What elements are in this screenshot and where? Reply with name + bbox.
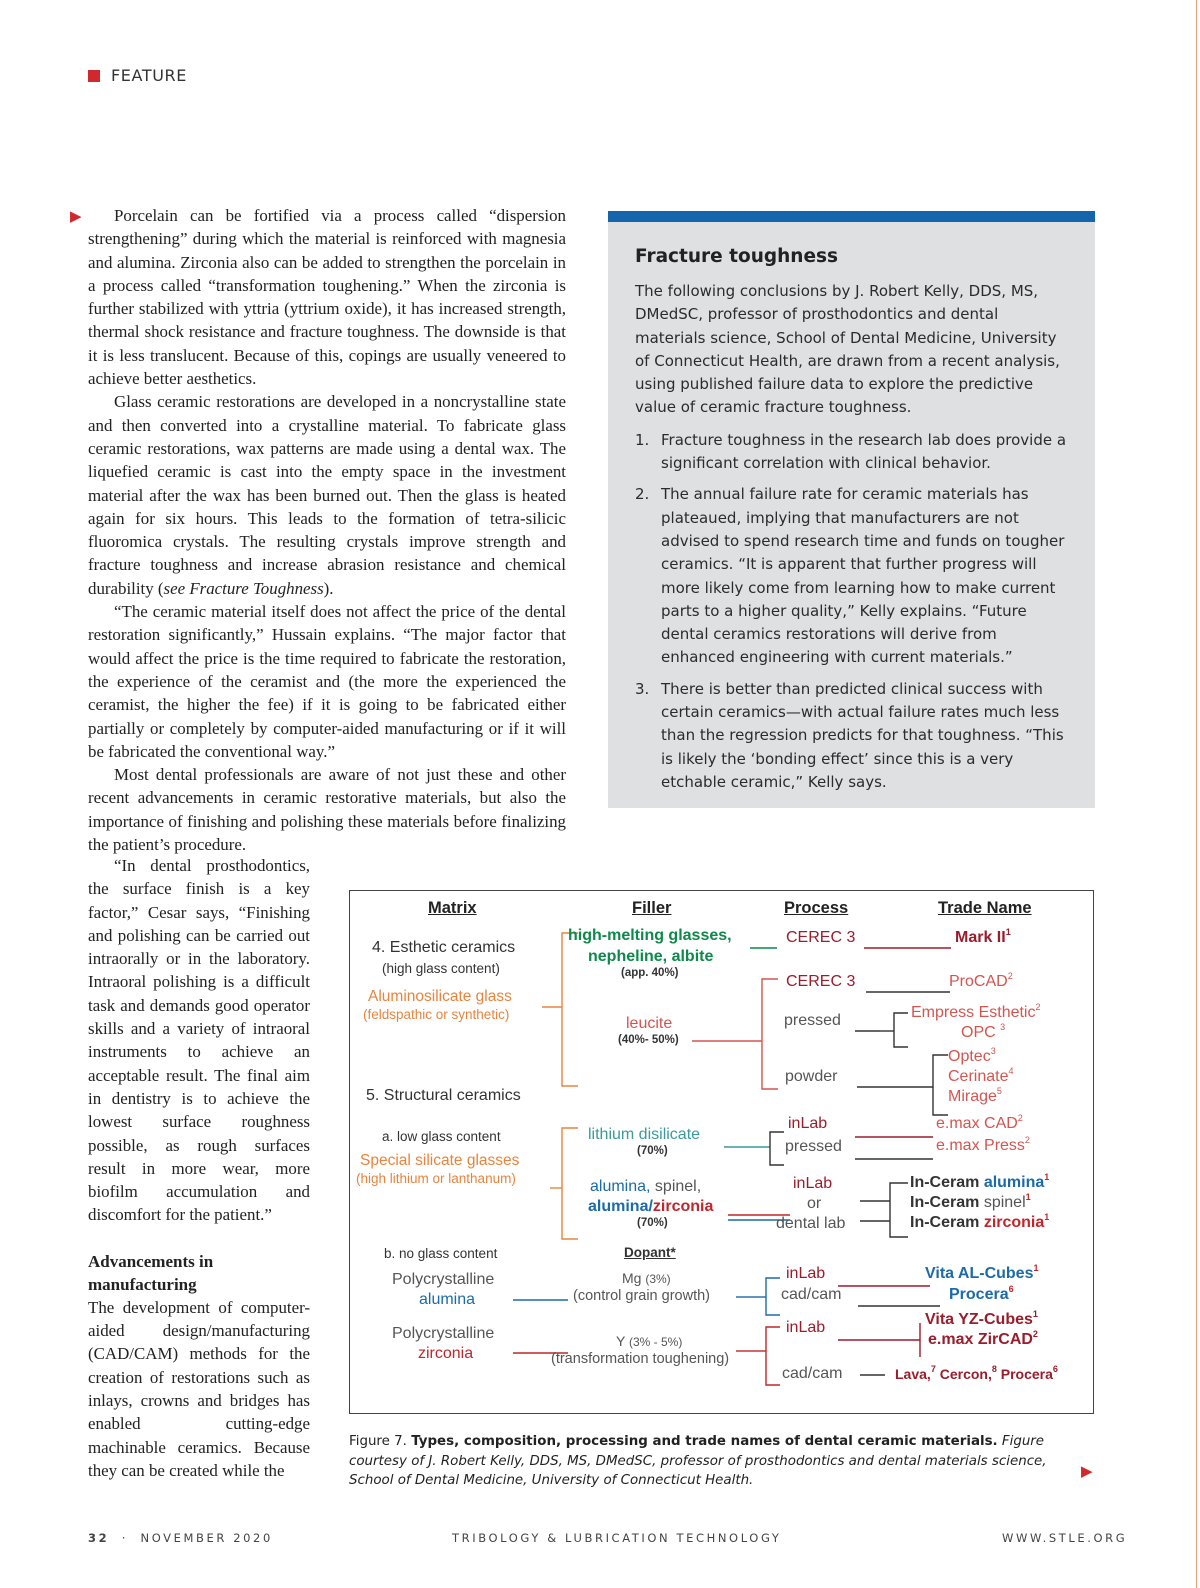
structural-ceramics-label: 5. Structural ceramics — [366, 1087, 521, 1104]
article-body-column — [88, 204, 566, 856]
esthetic-ceramics-label: 4. Esthetic ceramics — [372, 939, 516, 956]
process-cerec-2: CEREC 3 — [786, 973, 856, 990]
filler-alz-percent: (70%) — [637, 1217, 668, 1229]
dopant-mg: Mg (3%) — [622, 1270, 671, 1286]
trade-inceram-spinel: In-Ceram spinel$^1$ — [910, 1192, 1031, 1211]
filler-hm-percent: (app. 40%) — [621, 967, 679, 979]
journal-name: TRIBOLOGY & LUBRICATION TECHNOLOGY — [452, 1531, 782, 1545]
filler-lithium-disilicate: lithium disilicate — [588, 1126, 701, 1143]
dopant-y: Y (3% - 5%) — [616, 1333, 683, 1349]
sidebar-title: Fracture toughness — [635, 246, 839, 267]
sidebar-list-item: 3. There is better than predicted clinical success with certain ceramics—with actual failure rates much less than the regression predicts for that toughness. “This is likely the ‘bonding effect’ since this is a very etchable ceramic,” Kelly says. — [635, 679, 1064, 791]
process-cadcam-2: cad/cam — [782, 1365, 843, 1382]
body-paragraph: Porcelain can be fortified via a process called “dispersion strengthening” during which the material is reinforced with magnesia and alumina. Zirconia also can be added to strengthen the porcelain in a process called “transformation toughening.” When the zirconia is further stabilized with yttria (yttrium oxide), it has increased strength, thermal shock resistance and fracture toughness. The downside is that it is less translucent. Because of this, copings are usually veneered to achieve better aesthetics. — [88, 206, 566, 389]
caption-credit: Figure courtesy of J. Robert Kelly, DDS, MS, DMedSC, professor of prosthodontics and dental materials science, School of Dental Medicine, University of Connecticut Health. — [349, 1434, 1047, 1488]
caption-title: Types, composition, processing and trade names of dental ceramic materials. — [411, 1434, 998, 1449]
body-paragraph: Most dental professionals are aware of not just these and other recent advancements in ceramic restorative materials, but also the importance of finishing and polishing these materials before finalizing the patient’s procedure. — [88, 765, 566, 855]
process-inlab-4: inLab — [786, 1319, 826, 1336]
trade-procad: ProCAD$^2$ — [949, 971, 1013, 990]
special-silicate-sub: (high lithium or lanthanum) — [356, 1171, 516, 1186]
low-glass-label: a. low glass content — [382, 1129, 501, 1144]
dopant-mg-desc: (control grain growth) — [573, 1288, 710, 1304]
process-pressed-2: pressed — [785, 1138, 842, 1155]
sidebar-list-item: 2. The annual failure rate for ceramic materials has plateaued, implying that manufacturers are not advised to spend research time and funds on tougher ceramics. “It is apparent that further progress will more likely come from learning how to make current parts to a higher quality,” Kelly explains. “Future dental ceramics restorations will derive from enhanced engineering with current materials.” — [635, 485, 1065, 667]
trade-procera-1: Procera$^6$ — [949, 1284, 1014, 1303]
caption-label: Figure 7. — [349, 1434, 407, 1449]
body-paragraph: “The ceramic material itself does not affect the price of the dental restoration significantly,” Hussain explains. “The major factor that would affect the price is the time required to fabricate the restoration, the experience of the ceramist and (the more the experienced the ceramist, the higher the fee) if it is going to be fabricated either partially or completely by computer-aided manufacturing or if it will be fabricated the conventional way.” — [88, 602, 566, 761]
page-edge-line — [1196, 0, 1197, 1588]
section-marker-icon — [88, 70, 100, 82]
process-or: or — [807, 1195, 822, 1212]
col-header-process: Process — [784, 899, 849, 917]
dopant-y-desc: (transformation toughening) — [551, 1351, 730, 1367]
body-paragraph: Glass ceramic restorations are developed in a noncrystalline state and then converted into a crystalline material. To fabricate glass ceramic restorations, wax patterns are made using a dental wax. The liquefied ceramic is cast into the empty space in the investment material after the wax has been burned out. Then the glass is heated again for six hours. This leads to the formation of tetra-silicic fluoromica crystals. The resulting crystals improve strength and fracture toughness and increase abrasion resistance and chemical durability (see Fracture Toughness). — [88, 392, 566, 598]
poly-alumina-label: Polycrystalline — [392, 1271, 495, 1288]
page-number: 32 — [88, 1531, 110, 1545]
trade-optec: Optec$^3$ — [948, 1046, 996, 1065]
trade-empress-esthetic: Empress Esthetic$^2$ — [911, 1002, 1041, 1021]
poly-alumina-name: alumina — [419, 1291, 476, 1308]
process-pressed-1: pressed — [784, 1012, 841, 1029]
no-glass-label: b. no glass content — [384, 1246, 498, 1261]
trade-vita-yz-cubes: Vita YZ-Cubes$^1$ — [925, 1309, 1038, 1328]
process-dental-lab: dental lab — [776, 1215, 846, 1232]
footer-left — [88, 1531, 273, 1545]
figure-caption — [349, 1432, 1069, 1491]
trade-lava-cercon-procera: Lava,$^7$ Cercon,$^8$ Procera$^6$ — [895, 1364, 1058, 1382]
trade-emax-press: e.max Press$^2$ — [936, 1135, 1030, 1154]
body-paragraph: The development of computer-aided design/manufacturing (CAD/CAM) methods for the creation of restorations such as inlays, crowns and bridges has enabled cutting-edge machinable ceramics. Because they can be created while the — [88, 1297, 310, 1480]
sidebar-list — [635, 429, 1069, 794]
trade-emax-zircad: e.max ZirCAD$^2$ — [928, 1329, 1038, 1348]
section-label-text: FEATURE — [111, 66, 187, 85]
poly-zirconia-name: zirconia — [418, 1345, 474, 1362]
figure-7-diagram — [349, 890, 1094, 1414]
filler-alumina-spinel: alumina, spinel, — [590, 1178, 702, 1195]
process-powder: powder — [785, 1068, 838, 1085]
subheading: Advancements in manufacturing — [88, 1251, 214, 1294]
filler-leucite: leucite — [626, 1015, 673, 1032]
aluminosilicate-label: Aluminosilicate glass — [368, 988, 512, 1005]
section-label — [88, 66, 187, 85]
trade-inceram-zirconia: In-Ceram zirconia$^1$ — [910, 1212, 1050, 1231]
filler-nepheline: nepheline, albite — [588, 948, 714, 965]
cross-reference: see Fracture Toughness — [163, 578, 324, 598]
filler-lithium-percent: (70%) — [637, 1145, 668, 1157]
issue-date: NOVEMBER 2020 — [140, 1531, 273, 1545]
sidebar-fracture-toughness — [608, 211, 1095, 808]
process-inlab-2: inLab — [793, 1175, 833, 1192]
trade-cerinate: Cerinate$^4$ — [948, 1066, 1014, 1085]
sidebar-list-item: 1. Fracture toughness in the research lab does provide a significant correlation with clinical behavior. — [635, 430, 1067, 473]
trade-opc: OPC $^3$ — [961, 1022, 1006, 1041]
col-header-matrix: Matrix — [428, 899, 477, 917]
filler-leucite-percent: (40%- 50%) — [618, 1034, 679, 1046]
trade-emax-cad: e.max CAD$^2$ — [936, 1113, 1023, 1132]
trade-inceram-alumina: In-Ceram alumina$^1$ — [910, 1172, 1050, 1191]
special-silicate-label: Special silicate glasses — [360, 1152, 520, 1169]
article-narrow-column — [88, 854, 310, 1482]
col-header-trade-name: Trade Name — [938, 899, 1032, 917]
sidebar-intro: The following conclusions by J. Robert Kelly, DDS, MS, DMedSC, professor of prosthodontics and dental materials science, School of Dental Medicine, University of Connecticut Health, are drawn from a recent analysis, using published failure data to explore the predictive value of ceramic fracture toughness. — [635, 282, 1060, 417]
trade-mark-ii: Mark $II^1$ — [955, 927, 1011, 946]
trade-vita-al-cubes: Vita AL-Cubes$^1$ — [925, 1263, 1039, 1282]
process-cerec-1: CEREC 3 — [786, 929, 856, 946]
continue-arrow-icon: ▶ — [1081, 1462, 1093, 1480]
process-cadcam-1: cad/cam — [781, 1286, 842, 1303]
dopant-header: Dopant* — [624, 1245, 676, 1260]
footer-dot: · — [121, 1531, 128, 1545]
body-paragraph: “In dental prosthodontics, the surface finish is a key factor,” Cesar says, “Finishing and polishing can be carried out intraorally or in the laboratory. Intraoral polishing is a difficult task and demands good operator skills and a variety of intraoral instruments to achieve an acceptable result. The final aim in dentistry is to achieve the lowest surface roughness possible, as rough surfaces result in more wear, more biofilm accumulation and discomfort for the patient.” — [88, 856, 310, 1225]
poly-zirconia-label: Polycrystalline — [392, 1325, 495, 1342]
website-url: WWW.STLE.ORG — [1002, 1531, 1128, 1545]
esthetic-ceramics-sub: (high glass content) — [382, 961, 500, 976]
process-inlab-3: inLab — [786, 1265, 826, 1282]
col-header-filler: Filler — [632, 899, 672, 917]
filler-alumina-zirconia: alumina/zirconia — [588, 1198, 714, 1215]
process-inlab-1: inLab — [788, 1115, 828, 1132]
start-arrow-icon: ▶ — [70, 207, 82, 225]
filler-high-melting: high-melting glasses, — [568, 927, 732, 944]
trade-mirage: Mirage$^5$ — [948, 1086, 1002, 1105]
aluminosilicate-sub: (feldspathic or synthetic) — [363, 1007, 510, 1022]
